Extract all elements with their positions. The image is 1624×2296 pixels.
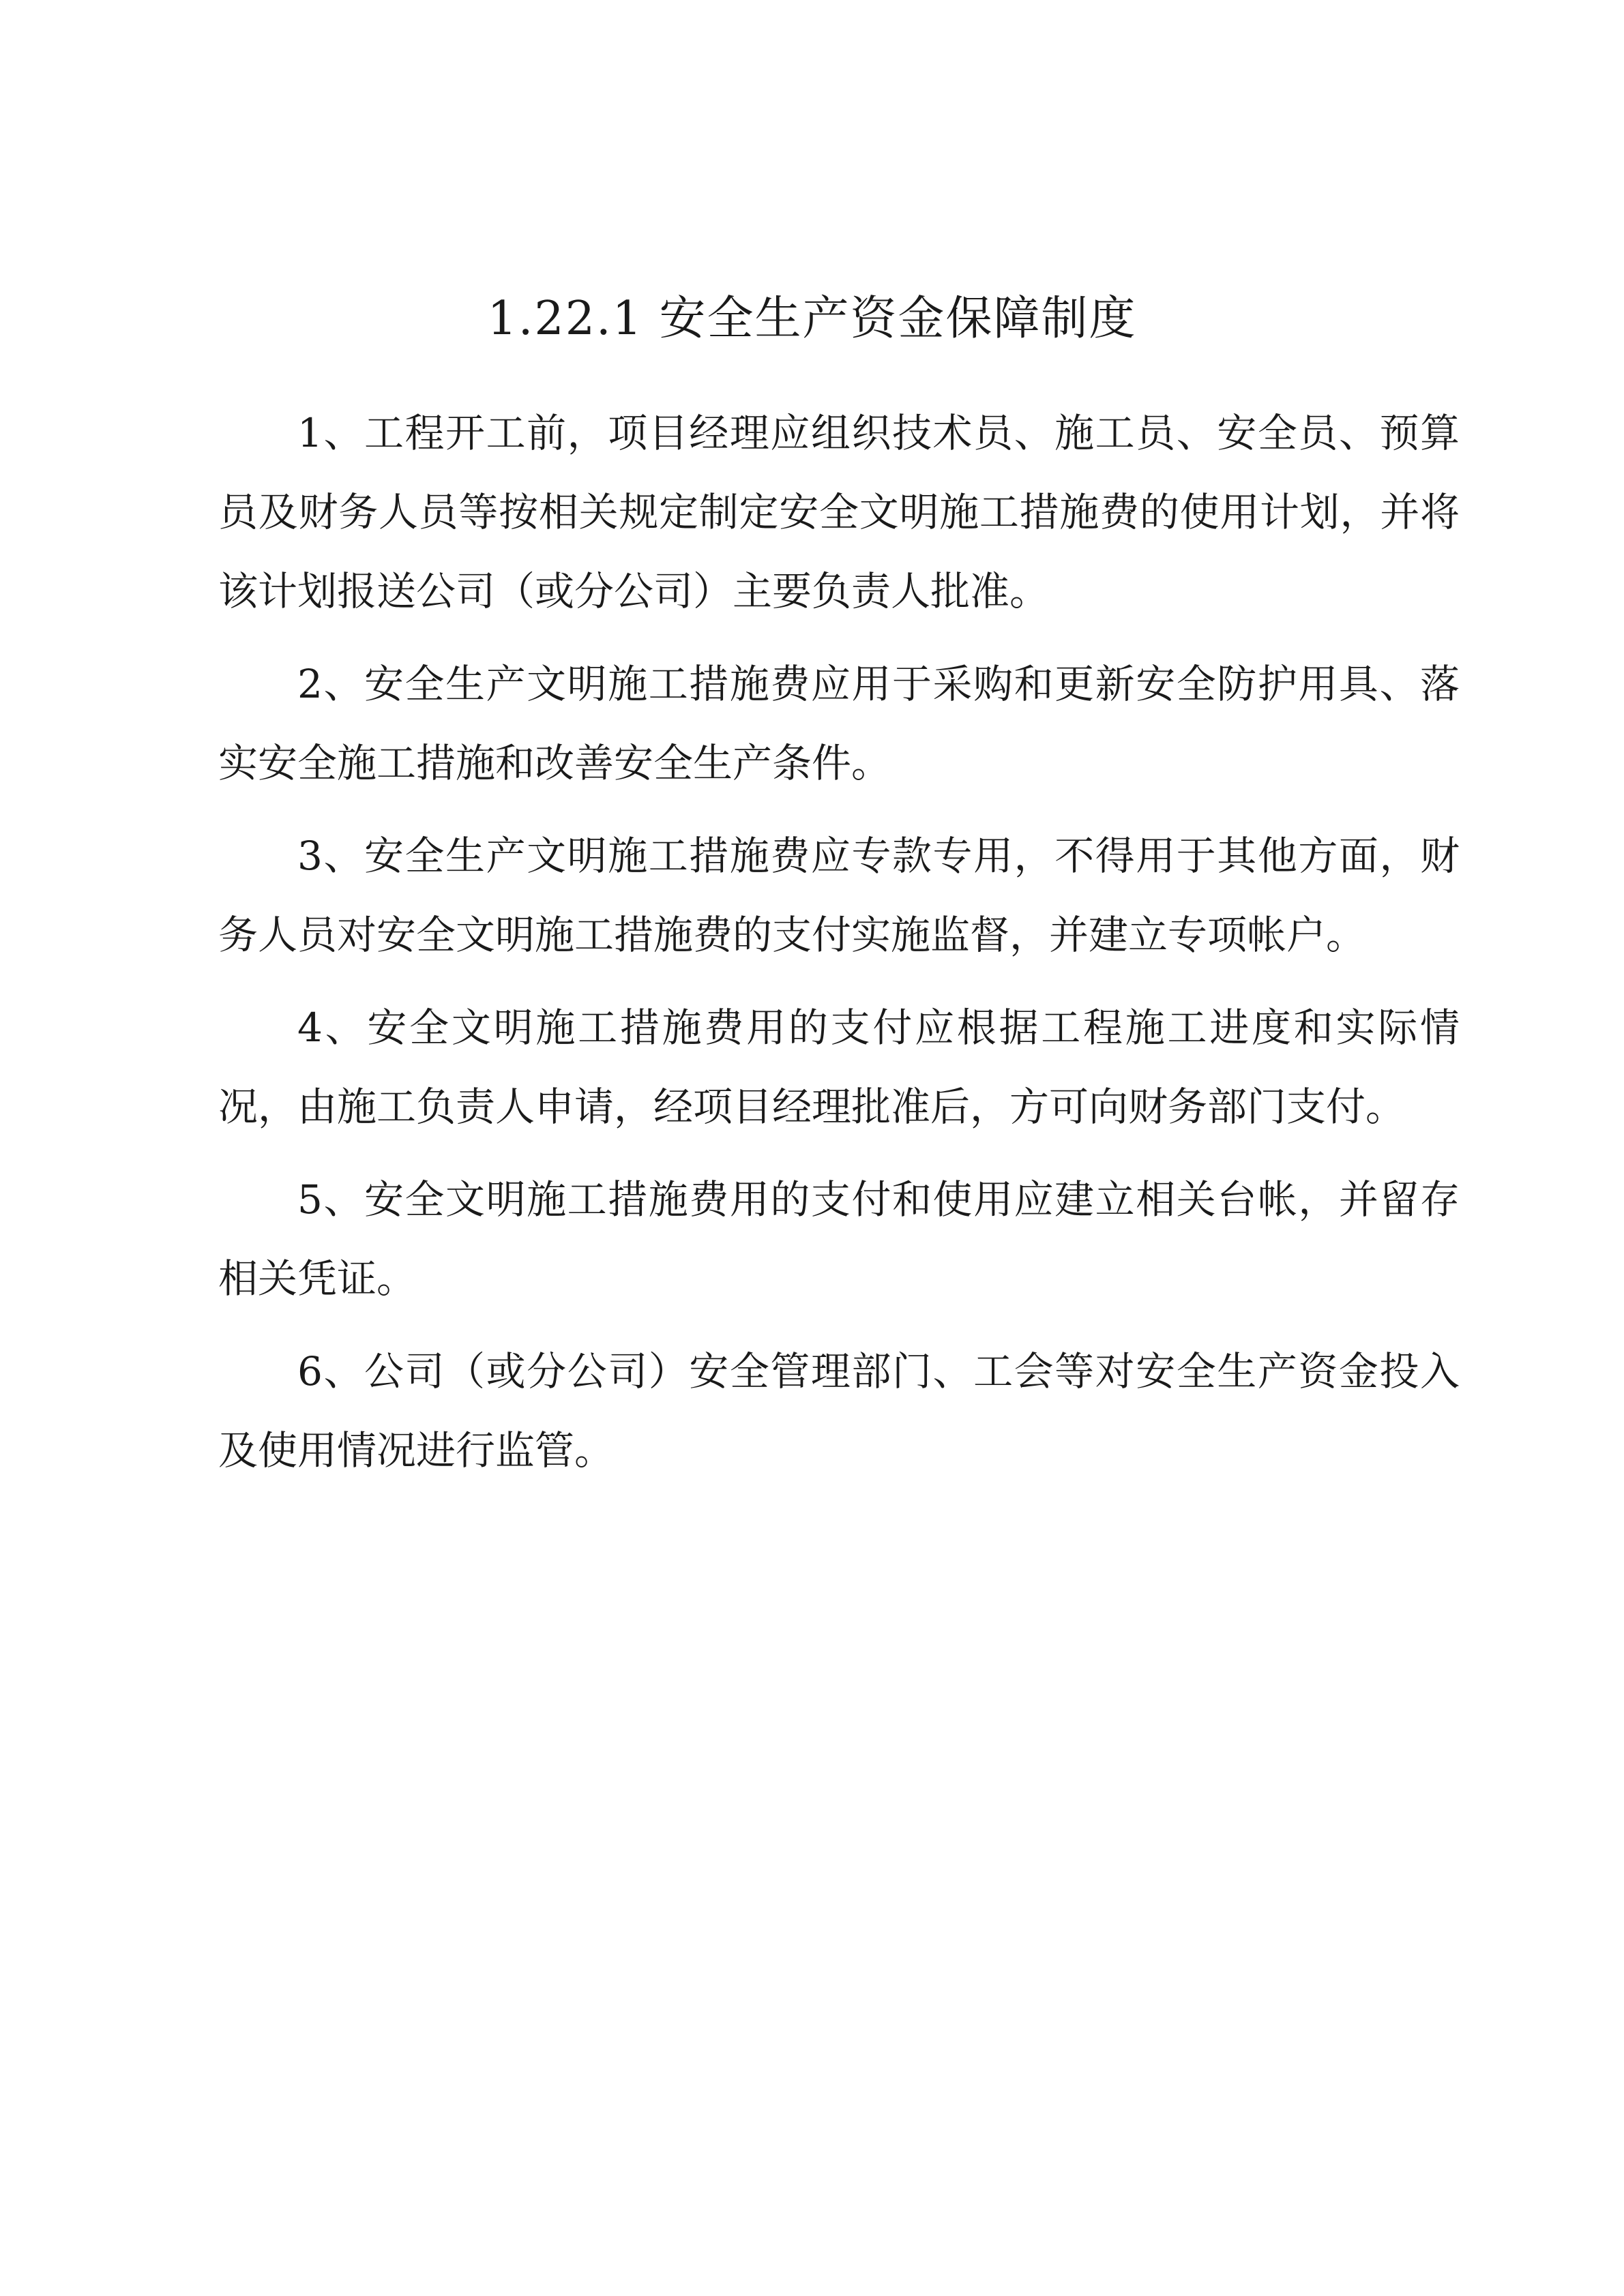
paragraph-5: 5、安全文明施工措施费用的支付和使用应建立相关台帐，并留存相关凭证。 <box>218 1176 1460 1302</box>
paragraph-6: 6、公司（或分公司）安全管理部门、工会等对安全生产资金投入及使用情况进行监管。 <box>218 1348 1460 1474</box>
paragraph-3: 3、安全生产文明施工措施费应专款专用，不得用于其他方面，财务人员对安全文明施工措施费的支付实施监督，并建立专项帐户。 <box>218 833 1460 958</box>
page-title: 1.22.1 安全生产资金保障制度 <box>487 292 1137 346</box>
paragraph-2: 2、安全生产文明施工措施费应用于采购和更新安全防护用具、落实安全施工措施和改善安全生产条件。 <box>218 661 1460 786</box>
paragraph-1: 1、工程开工前，项目经理应组织技术员、施工员、安全员、预算员及财务人员等按相关规定制定安全文明施工措施费的使用计划，并将该计划报送公司（或分公司）主要负责人批准。 <box>218 410 1460 614</box>
paragraph-4: 4、安全文明施工措施费用的支付应根据工程施工进度和实际情况，由施工负责人申请，经项目经理批准后，方可向财务部门支付。 <box>218 1004 1460 1130</box>
document-body <box>218 393 1460 1504</box>
